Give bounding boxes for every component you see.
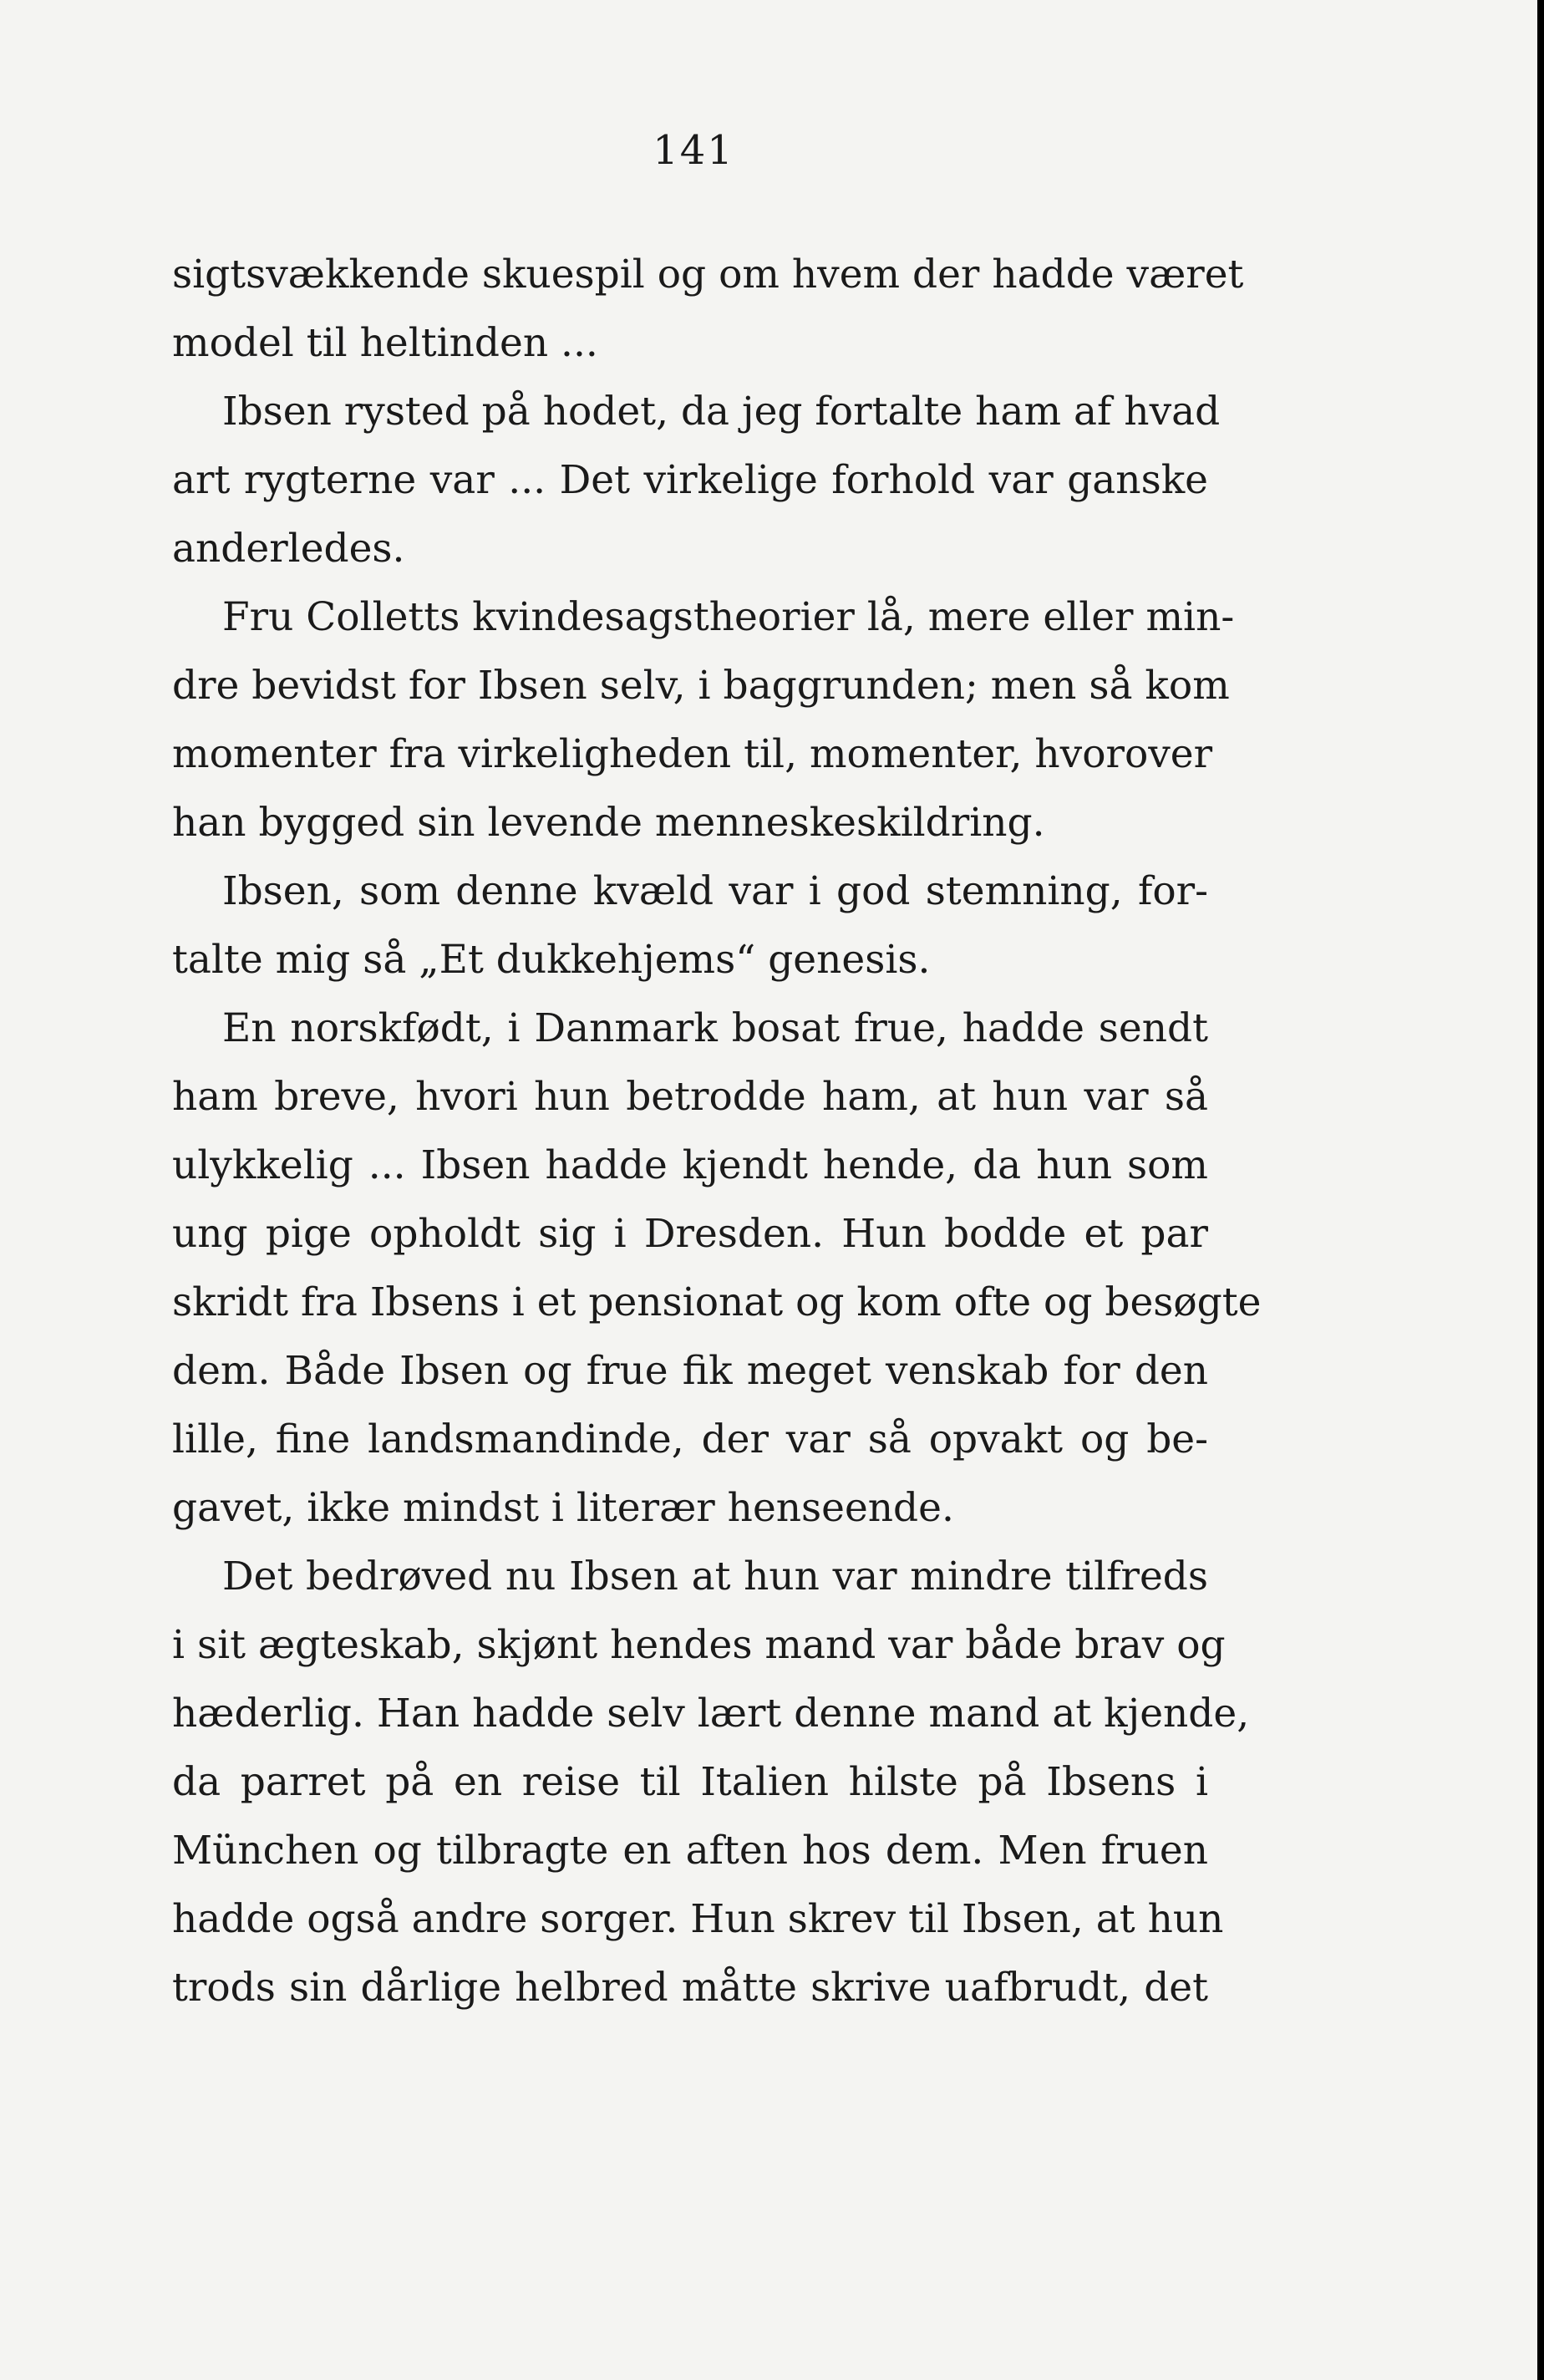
text-line: München og tilbragte en aften hos dem. Men fruen [172,1828,1208,1874]
text-line: momenter fra virkeligheden til, momenter, hvorover [172,731,1213,777]
text-line: hadde også andre sorger. Hun skrev til Ibsen, at hun [172,1896,1224,1942]
text-line: sigtsvækkende skuespil og om hvem der hadde været [172,252,1244,298]
text-line: trods sin dårlige helbred måtte skrive uafbrudt, det [172,1965,1208,2011]
text-line: ung pige opholdt sig i Dresden. Hun bodde et par [172,1211,1208,1257]
body-text [172,241,1262,2022]
text-line: da parret på en reise til Italien hilste på Ibsens i [172,1759,1208,1805]
text-line: gavet, ikke mindst i literær henseende. [172,1485,954,1531]
text-line: dre bevidst for Ibsen selv, i baggrunden; men så kom [172,663,1230,709]
text-line: lille, fine landsmandinde, der var så opvakt og be- [172,1416,1208,1462]
text-line: art rygterne var ... Det virkelige forhold var ganske [172,457,1208,503]
text-line: skridt fra Ibsens i et pensionat og kom ofte og besøgte [172,1279,1262,1325]
text-line: Ibsen rysted på hodet, da jeg fortalte ham af hvad [222,389,1221,435]
text-line: Fru Colletts kvindesagstheorier lå, mere eller min- [222,594,1235,640]
text-line: anderledes. [172,526,405,572]
text-line: ham breve, hvori hun betrodde ham, at hun var så [172,1074,1208,1120]
text-line: hæderlig. Han hadde selv lært denne mand at kjende, [172,1691,1250,1737]
text-line: ulykkelig ... Ibsen hadde kjendt hende, da hun som [172,1142,1208,1188]
text-line: talte mig så „Et dukkehjems“ genesis. [172,937,931,983]
text-line: Ibsen, som denne kvæld var i god stemning, for- [222,868,1208,914]
text-line: dem. Både Ibsen og frue fik meget venskab for den [172,1348,1208,1394]
page-number: 141 [653,127,734,174]
text-line: En norskfødt, i Danmark bosat frue, hadde sendt [222,1005,1208,1051]
text-line: han bygged sin levende menneskeskildring. [172,800,1045,846]
text-line: Det bedrøved nu Ibsen at hun var mindre tilfreds [222,1554,1208,1599]
text-line: model til heltinden ... [172,320,598,366]
text-line: i sit ægteskab, skjønt hendes mand var både brav og [172,1622,1226,1668]
